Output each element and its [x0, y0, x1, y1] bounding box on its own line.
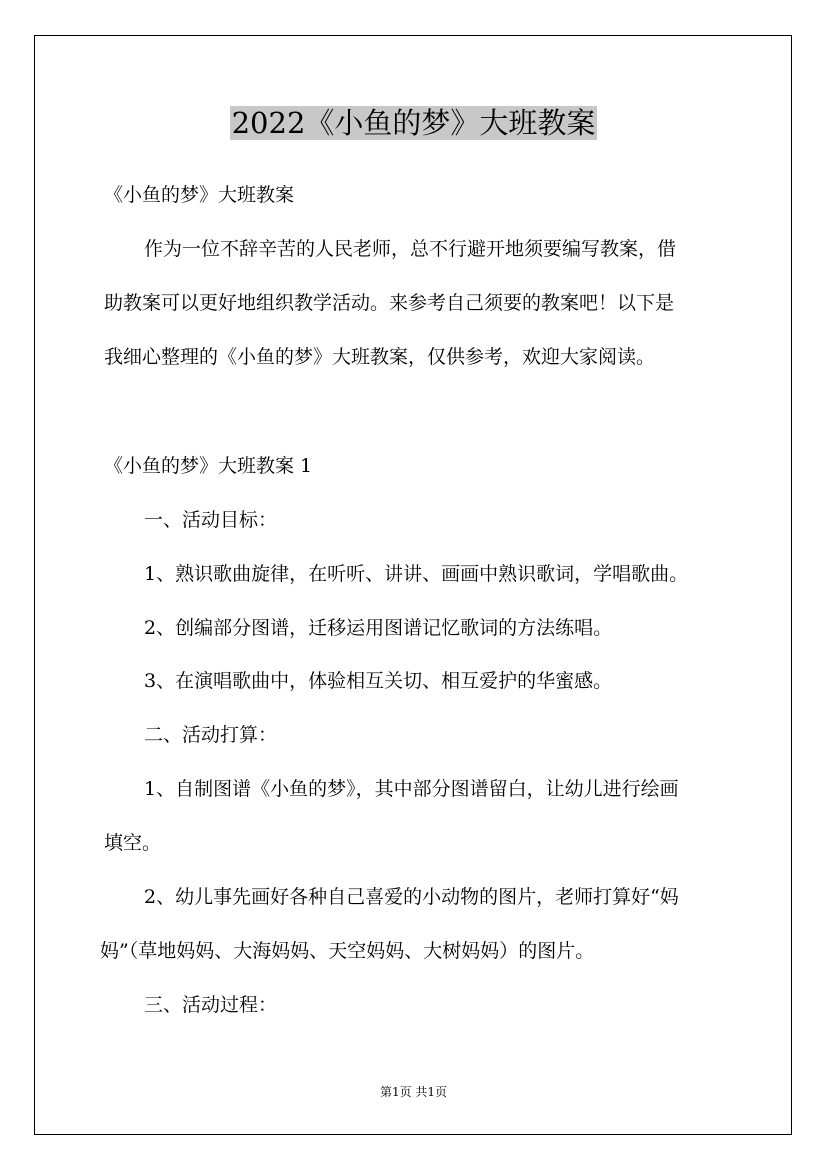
- body-line-6: 1、自制图谱《小鱼的梦》，其中部分图谱留白，让幼儿进行绘画: [144, 778, 679, 800]
- intro-line-1: 作为一位不辞辛苦的人民老师，总不行避开地须要编写教案，借: [144, 238, 677, 260]
- body-line-9: 妈”（草地妈妈、大海妈妈、天空妈妈、大树妈妈）的图片。: [100, 940, 595, 962]
- document-title: 2022《小鱼的梦》大班教案: [231, 106, 596, 140]
- body-line-3: 2、创编部分图谱，迁移运用图谱记忆歌词的方法练唱。: [144, 617, 613, 639]
- body-line-5: 二、活动打算：: [144, 724, 278, 746]
- body-line-8: 2、幼儿事先画好各种自己喜爱的小动物的图片，老师打算好“妈: [144, 886, 679, 908]
- intro-line-2: 助教案可以更好地组织教学活动。来参考自己须要的教案吧！以下是: [104, 292, 675, 314]
- section-heading: 《小鱼的梦》大班教案 1: [104, 455, 313, 477]
- body-line-1: 一、活动目标：: [144, 509, 278, 531]
- body-line-2: 1、熟识歌曲旋律，在听听、讲讲、画画中熟识歌词，学唱歌曲。: [144, 563, 689, 585]
- intro-line-3: 我细心整理的《小鱼的梦》大班教案，仅供参考，欢迎大家阅读。: [104, 346, 656, 368]
- page-indicator: 第1页 共1页: [379, 1085, 448, 1099]
- document-subtitle: 《小鱼的梦》大班教案: [104, 184, 295, 206]
- body-line-7: 填空。: [104, 832, 162, 854]
- body-line-4: 3、在演唱歌曲中，体验相互关切、相互爱护的华蜜感。: [144, 670, 613, 692]
- body-line-10: 三、活动过程：: [144, 994, 278, 1016]
